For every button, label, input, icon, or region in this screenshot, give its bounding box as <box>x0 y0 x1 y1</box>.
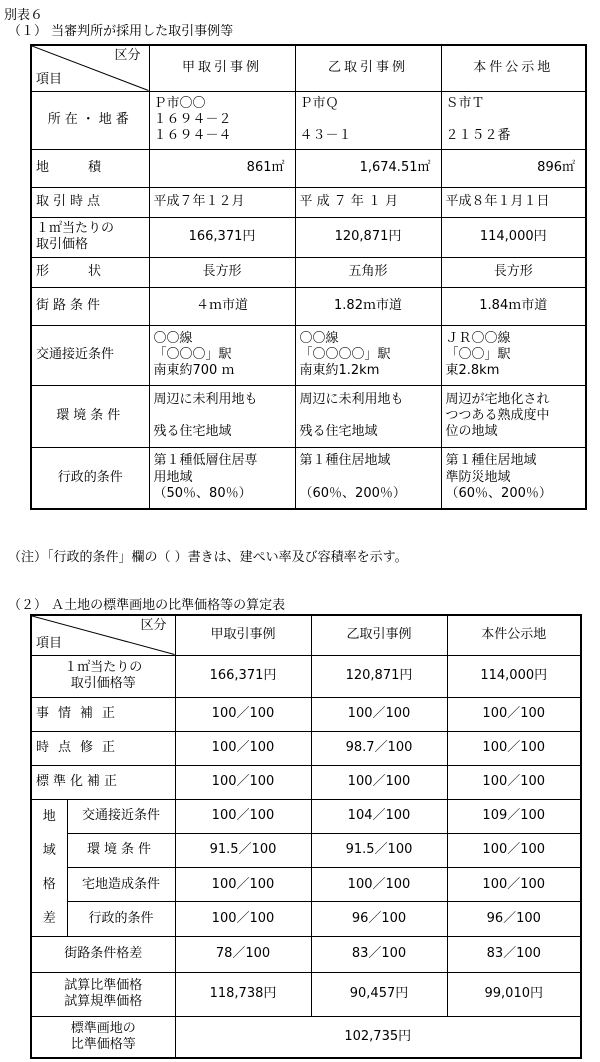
cell: 長方形 <box>149 257 295 287</box>
row-label: 地 積 <box>31 149 149 187</box>
table1-header-row <box>31 45 586 91</box>
table2-row-final <box>31 1016 581 1058</box>
cell: 100／100 <box>311 868 447 902</box>
table1-row-location <box>31 91 586 149</box>
cell: 83／100 <box>311 936 447 972</box>
table1-row-access <box>31 325 586 385</box>
cell: 平 成 ７ 年 １ 月 <box>295 187 441 217</box>
table1-row-street <box>31 287 586 325</box>
row-label: 事情補正 <box>31 697 175 731</box>
cell: 114,000円 <box>447 655 581 697</box>
table1 <box>30 44 587 510</box>
area-diff-label <box>31 799 67 936</box>
table2-row-area-env <box>31 833 581 867</box>
cell: 平成８年１月１日 <box>441 187 586 217</box>
row-label: 環境条件 <box>31 385 149 447</box>
cell: 114,000円 <box>441 217 586 257</box>
cell: 104／100 <box>311 799 447 833</box>
table1-row-environment <box>31 385 586 447</box>
table2-row-area-land <box>31 868 581 902</box>
cell: ４ｍ市道 <box>149 287 295 325</box>
row-label: 時点修正 <box>31 731 175 765</box>
cell: Ｓ市Ｔ ２１５２番 <box>441 91 586 149</box>
table2-row-unit-price <box>31 655 581 697</box>
cell: 100／100 <box>175 799 311 833</box>
section1-title: （１） 当審判所が採用した取引事例等 <box>8 24 234 39</box>
table2-corner-bottom: 項目 <box>36 636 63 652</box>
table1-row-date <box>31 187 586 217</box>
row-label: 交通接近条件 <box>67 799 175 833</box>
row-label: １㎡当たりの 取引価格 <box>31 217 149 257</box>
cell: 100／100 <box>311 765 447 799</box>
table2-header-otsu: 乙取引事例 <box>311 615 447 655</box>
table2-row-jiten <box>31 731 581 765</box>
cell: 83／100 <box>447 936 581 972</box>
row-label: 行政的条件 <box>67 902 175 936</box>
cell: 96／100 <box>311 902 447 936</box>
table1-row-price <box>31 217 586 257</box>
cell: 周辺に未利用地も 残る住宅地域 <box>149 385 295 447</box>
area-diff-char: 格 <box>42 876 56 892</box>
cell: 〇〇線 「〇〇〇〇」駅 南東約1.2km <box>295 325 441 385</box>
row-label: 街路条件 <box>31 287 149 325</box>
table1-row-shape <box>31 257 586 287</box>
cell: ＪＲ〇〇線 「〇〇」駅 東2.8km <box>441 325 586 385</box>
cell: 100／100 <box>447 731 581 765</box>
cell: 861㎡ <box>149 149 295 187</box>
table1-corner-bottom: 項目 <box>36 72 63 88</box>
cell: 長方形 <box>441 257 586 287</box>
appendix-label: 別表６ <box>4 8 44 23</box>
cell: 第１種住居地域 準防災地域 （60％、200％） <box>441 447 586 509</box>
cell: 120,871円 <box>311 655 447 697</box>
cell: 周辺に未利用地も 残る住宅地域 <box>295 385 441 447</box>
table1-corner <box>31 45 149 91</box>
cell: 166,371円 <box>175 655 311 697</box>
row-label: 交通接近条件 <box>31 325 149 385</box>
area-diff-char: 域 <box>42 842 56 858</box>
row-label: 標準画地の 比準価格等 <box>31 1016 175 1058</box>
table2-header-ko: 甲取引事例 <box>175 615 311 655</box>
table2-header-koji: 本件公示地 <box>447 615 581 655</box>
table2-row-jijo <box>31 697 581 731</box>
row-label: 街路条件格差 <box>31 936 175 972</box>
table2-corner-top: 区分 <box>140 618 167 633</box>
cell: 第１種低層住居専 用地域 （50％、80％） <box>149 447 295 509</box>
cell: 〇〇線 「〇〇〇」駅 南東約700 ｍ <box>149 325 295 385</box>
cell: 109／100 <box>447 799 581 833</box>
cell: 120,871円 <box>295 217 441 257</box>
cell: 100／100 <box>175 697 311 731</box>
cell: 100／100 <box>311 697 447 731</box>
cell: 1.82ｍ市道 <box>295 287 441 325</box>
cell: Ｐ市Ｑ ４３－１ <box>295 91 441 149</box>
row-label: 環境条件 <box>67 833 175 867</box>
row-label: 宅地造成条件 <box>67 868 175 902</box>
cell: 166,371円 <box>149 217 295 257</box>
row-label: 形 状 <box>31 257 149 287</box>
cell: 100／100 <box>175 868 311 902</box>
table1-header-ko: 甲取引事例 <box>149 45 295 91</box>
table1-row-area <box>31 149 586 187</box>
cell: 91.5／100 <box>175 833 311 867</box>
cell: 100／100 <box>175 765 311 799</box>
table1-header-koji: 本件公示地 <box>441 45 586 91</box>
table1-row-admin <box>31 447 586 509</box>
row-label: 所在・地番 <box>31 91 149 149</box>
cell: 896㎡ <box>441 149 586 187</box>
area-diff-char: 差 <box>42 910 56 926</box>
cell: 周辺が宅地化され つつある熟成度中 位の地域 <box>441 385 586 447</box>
cell: 118,738円 <box>175 972 311 1016</box>
section2-title: （２） Ａ土地の標準画地の比準価格等の算定表 <box>8 598 286 613</box>
table2 <box>30 614 582 1059</box>
cell: 100／100 <box>175 902 311 936</box>
table2-header-row <box>31 615 581 655</box>
cell: 100／100 <box>447 868 581 902</box>
table2-corner <box>31 615 175 655</box>
cell: 99,010円 <box>447 972 581 1016</box>
cell: 90,457円 <box>311 972 447 1016</box>
table2-row-trial <box>31 972 581 1016</box>
final-value: 102,735円 <box>175 1016 581 1058</box>
row-label: １㎡当たりの 取引価格等 <box>31 655 175 697</box>
row-label: 行政的条件 <box>31 447 149 509</box>
table2-row-street <box>31 936 581 972</box>
table2-row-area-access <box>31 799 581 833</box>
cell: 1.84ｍ市道 <box>441 287 586 325</box>
cell: Ｐ市〇〇 １６９４－２ １６９４－４ <box>149 91 295 149</box>
cell: 96／100 <box>447 902 581 936</box>
table1-corner-top: 区分 <box>114 48 141 63</box>
table1-note: （注）「行政的条件」欄の（ ）書きは、建ぺい率及び容積率を示す。 <box>8 550 408 565</box>
cell: 78／100 <box>175 936 311 972</box>
cell: 100／100 <box>447 697 581 731</box>
cell: 第１種住居地域 （60％、200％） <box>295 447 441 509</box>
table1-header-otsu: 乙取引事例 <box>295 45 441 91</box>
cell: 91.5／100 <box>311 833 447 867</box>
cell: 平成７年１２月 <box>149 187 295 217</box>
table2-row-hyojun <box>31 765 581 799</box>
cell: 100／100 <box>447 833 581 867</box>
table2-row-area-admin <box>31 902 581 936</box>
row-label: 標準化補正 <box>31 765 175 799</box>
area-diff-char: 地 <box>42 808 56 824</box>
row-label: 試算比準価格 試算規準価格 <box>31 972 175 1016</box>
cell: 100／100 <box>447 765 581 799</box>
cell: 五角形 <box>295 257 441 287</box>
row-label: 取引時点 <box>31 187 149 217</box>
cell: 1,674.51㎡ <box>295 149 441 187</box>
cell: 98.7／100 <box>311 731 447 765</box>
cell: 100／100 <box>175 731 311 765</box>
